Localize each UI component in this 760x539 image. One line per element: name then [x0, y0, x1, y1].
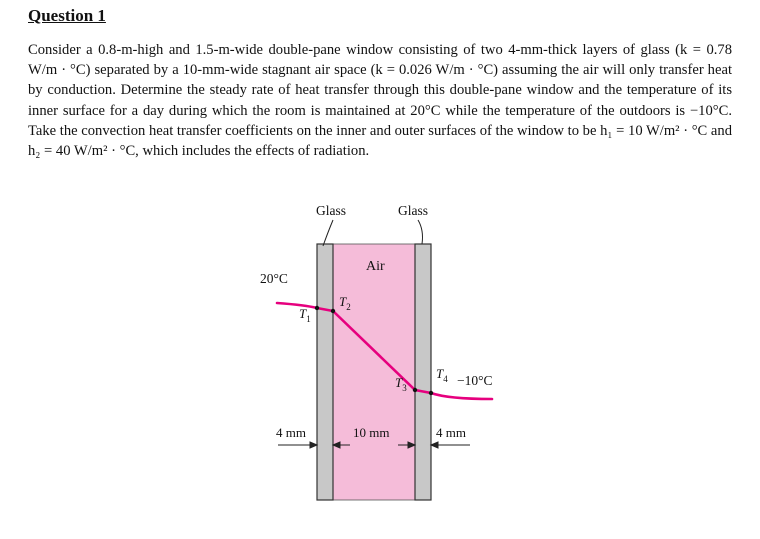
node-t1-marker	[315, 306, 319, 310]
inside-temperature: 20°C	[260, 271, 288, 286]
glass-left-label: Glass	[316, 203, 346, 218]
node-t4-label: $T_4$	[436, 366, 448, 384]
node-t2-marker	[331, 309, 335, 313]
glass-pane-left	[317, 244, 333, 500]
glass-left-thickness: 4 mm	[276, 425, 306, 440]
air-label: Air	[366, 259, 385, 274]
problem-statement: Consider a 0.8-m-high and 1.5-m-wide double-pane window consisting of two 4-mm-thick layers of glass (k = 0.78 W/m · °C) separated by a 10-mm-wide stagnant air space (k = 0.026 W/m · °C) assuming the air will only transfer heat by conduction. Determine the steady rate of heat transfer through this double-pane window and the temperature of its inner surface for a day during which the room is maintained at 20°C while the temperature of the outdoors is −10°C. Take the convection heat transfer coefficients on the inner and outer surfaces of the window to be h₁ = 10 W/m² · °C and h₂ = 40 W/m² · °C, which includes the effects of radiation.	[28, 42, 732, 160]
glass-pane-right	[415, 244, 431, 500]
glass-left-leader	[323, 220, 333, 246]
outside-temperature: −10°C	[457, 373, 493, 388]
node-t3-label: $T_3$	[395, 375, 407, 393]
question-heading: Question 1	[28, 6, 106, 25]
node-t2-label: $T_2$	[339, 294, 351, 312]
air-thickness: 10 mm	[353, 425, 390, 440]
glass-right-leader	[418, 220, 423, 244]
glass-right-label: Glass	[398, 203, 428, 218]
node-t4-marker	[429, 391, 433, 395]
glass-right-thickness: 4 mm	[436, 425, 466, 440]
node-t1-label: $T_1$	[299, 306, 311, 324]
node-t3-marker	[413, 388, 417, 392]
air-gap	[333, 244, 415, 500]
